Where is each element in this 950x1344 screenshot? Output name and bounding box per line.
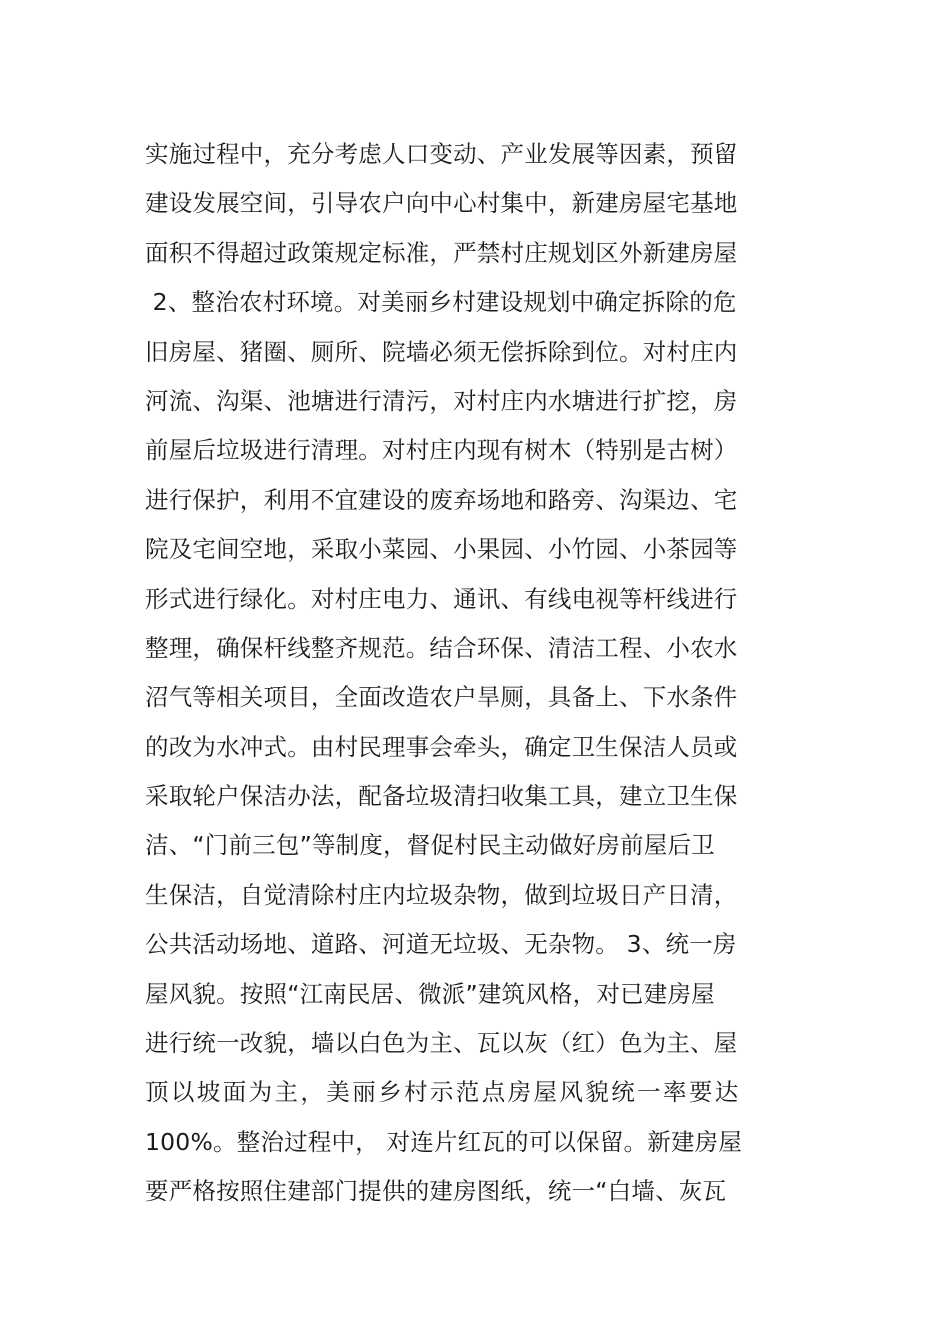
text-line: 100%。整治过程中， 对连片红瓦的可以保留。新建房屋 bbox=[145, 1127, 743, 1156]
text-line: 建设发展空间，引导农户向中心村集中，新建房屋宅基地 bbox=[145, 189, 738, 218]
text-line: 生保洁，自觉清除村庄内垃圾杂物，做到垃圾日产日清， bbox=[145, 880, 738, 909]
text-line: 屋风貌。按照“江南民居、微派”建筑风格，对已建房屋 bbox=[145, 979, 715, 1008]
text-line: 采取轮户保洁办法，配备垃圾清扫收集工具，建立卫生保 bbox=[145, 782, 738, 811]
text-line: 洁、“门前三包”等制度，督促村民主动做好房前屋后卫 bbox=[145, 831, 715, 860]
text-line: 实施过程中，充分考虑人口变动、产业发展等因素，预留 bbox=[145, 140, 738, 168]
text-line: 院及宅间空地，采取小菜园、小果园、小竹园、小茶园等 bbox=[145, 535, 738, 564]
text-line: 整理，确保杆线整齐规范。结合环保、清洁工程、小农水 bbox=[145, 633, 738, 662]
text-line: 旧房屋、猪圈、厕所、院墙必须无偿拆除到位。对村庄内 bbox=[145, 337, 738, 366]
text-line: 要严格按照住建部门提供的建房图纸，统一“白墙、灰瓦 bbox=[145, 1177, 727, 1206]
text-line: 公共活动场地、道路、河道无垃圾、无杂物。 3、统一房 bbox=[145, 930, 737, 959]
text-line: 河流、沟渠、池塘进行清污，对村庄内水塘进行扩挖，房 bbox=[145, 386, 738, 415]
text-line: 进行保护，利用不宜建设的废弃场地和路旁、沟渠边、宅 bbox=[145, 485, 738, 514]
text-line: 面积不得超过政策规定标准，严禁村庄规划区外新建房屋 bbox=[145, 238, 738, 267]
body-text bbox=[145, 130, 815, 1217]
text-line: 前屋后垃圾进行清理。对村庄内现有树木（特别是古树） bbox=[145, 436, 738, 465]
text-line: 顶以坡面为主，美丽乡村示范点房屋风貌统一率要达 bbox=[145, 1078, 741, 1107]
text-line: 形式进行绿化。对村庄电力、通讯、有线电视等杆线进行 bbox=[145, 584, 738, 613]
text-line: 进行统一改貌，墙以白色为主、瓦以灰（红）色为主、屋 bbox=[145, 1029, 738, 1058]
text-line: 的改为水冲式。由村民理事会牵头，确定卫生保洁人员或 bbox=[145, 732, 738, 761]
text-line: 2、整治农村环境。对美丽乡村建设规划中确定拆除的危 bbox=[145, 288, 737, 317]
text-line: 沼气等相关项目，全面改造农户旱厕，具备上、下水条件 bbox=[145, 683, 738, 712]
